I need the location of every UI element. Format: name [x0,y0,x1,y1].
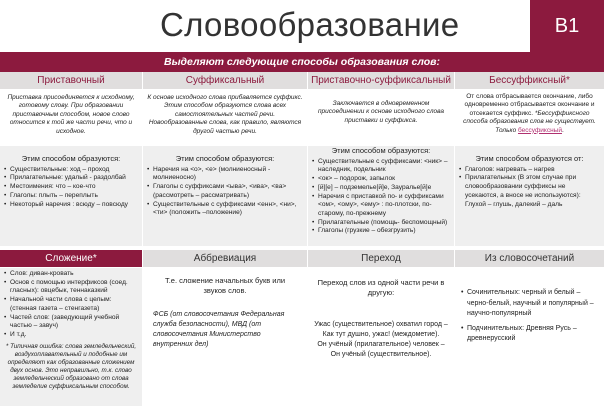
header-prefix-suffix: Приставочно-суффиксальный [308,72,455,89]
list-item: • Подчинительных: Древняя Русь – древнерусский [461,324,598,345]
list-item: • Прилагательные: удалый - раздолбай [4,174,138,183]
list-item: • Существительные: ход – проход [4,166,138,175]
fusion-cell [455,268,604,406]
examples-suffix [143,146,308,246]
list-item: • Существительные с суффиксами: <ник> –наследник, подельник [312,158,450,175]
header-compound: Сложение* [0,250,143,267]
list-item: • Некоторый наречия : всюду – повсюду [4,201,138,210]
list-item: • Прилагательные (помощь- беспомощный) [312,219,450,228]
header-fusion: Из словосочетаний [455,250,604,267]
list-item: • Существительные с суффиксами <енн>, <ни>, <ти> (положить –положение) [147,201,303,218]
list-item: • Сочинительных: черный и белый – черно-белый, научный и популярный – научно-популярный [461,288,598,320]
list-item: • Слов: диван-кровать [4,270,138,279]
transition-example-1: Ужас (существительное) охватил город – Как тут душно, ужас! (междометие). [314,321,448,339]
examples-no-suffix [455,146,604,246]
examples-prefix-suffix [308,146,455,246]
examples-prefix-suffix-title: Этим способом образуются: [331,146,431,155]
examples-no-suffix-title: Этим способом образуются от: [475,154,584,163]
desc-no-suffix: От слова отбрасывается окончание, либо одновременно отбрасывается окончание и отсекается суффикс. *Бессуффиксного способа образования слов не существует. Только бессуфиксный. [455,90,604,144]
header-suffix: Суффиксальный [143,72,308,89]
desc-no-suffix-link[interactable]: бессуфиксный [518,126,562,134]
desc-no-suffix-note: *Бессуффиксного способа образования слов не существует. Только [463,109,596,134]
desc-prefix-suffix: Заключается в одновременном присоединении к основе исходного слова приставки и суффикса. [308,90,455,144]
abbreviation-cell [143,268,308,406]
list-item: • Прилагательных (В этом случае при словообразовании суффиксы не усекаются, а вносе не используются): Глухой – глушь, далекий – даль [459,174,600,209]
abbreviation-examples: ФСБ (от словосочетания Федеральная служба безопасности), МВД (от словосочетания Министерство внутренних дел) [153,311,285,348]
list-item: • Наречия с приставкой по- и суффиксами <ом>, <ому>, <ему> : по-плотски, по-старому, по-прежнему [312,193,450,219]
list-item: • [й][е] – подземелье[й]е, Зауралье[й]е [312,184,450,193]
list-item: • Глаголы (грузкие – обезгрузить) [312,227,450,236]
compound-note: * Типичная ошибка: слова земледельческий, воздухоплавательный и подобные им определяют как образованные сложением двух основ. Это неправильно, т.к. слово земледельческий образовано от слова земледелие суффиксальным способом. [5,342,137,391]
list-item: • Начальной части слова с целым: (стенная газета – стенгазета) [4,296,138,313]
list-item: • Основ с помощью интерфиксов (соед. гласных): овцебык, теннаказкий [4,279,138,296]
examples-prefix-title: Этим способом образуются: [21,154,121,163]
list-item: • Глаголы с суффиксами <ыва>, <ива>, <ва> (рассмотреть – рассматривать) [147,183,303,200]
list-item: • И т.д. [4,331,138,340]
list-item: • Местоимения: что – кое-что [4,183,138,192]
transition-cell [308,268,455,406]
list-item: • Частей слов: (заведующий учебной частью – завуч) [4,314,138,331]
desc-prefix: Приставка присоединяется к исходному, готовому слову. При образовании приставочным способом, новое слово относится к той же части речи, что и исходное. [0,90,143,144]
header-no-suffix: Бессуффиксный* [455,72,604,89]
compound-cell [0,268,143,406]
page-title: Словообразование [160,6,460,43]
header-abbreviation: Аббревиация [143,250,308,267]
transition-example-2: Он учёный (прилагательное) человек – Он учёный (существительное). [317,340,445,358]
list-item: • <ок> – подорож, запылок [312,175,450,184]
list-item: • Глаголы: плыть – переплыть [4,192,138,201]
lead-banner: Выделяют следующие способы образования слов: [0,52,604,72]
list-item: • Глаголов: нагревать – нагрев [459,166,600,175]
abbreviation-text: Т.е. сложение начальных букв или звуков слов. [164,276,286,296]
examples-prefix [0,146,143,246]
header-transition: Переход [308,250,455,267]
desc-no-suffix-text: От слова отбрасывается окончание, либо одновременно отбрасывается окончание и отсекается суффикс. [464,93,595,117]
examples-suffix-title: Этим способом образуются: [175,154,275,163]
desc-suffix: К основе исходного слова прибавляется суффикс. Этим способом образуются слова всех самостоятельных частей речи. Новообразованные слова, как правило, являются другой частью речи. [143,90,308,144]
level-badge: В1 [530,0,604,52]
title-bar [0,0,604,52]
list-item: • Наречия на <о>, <е> (молниеносный - молниеносно) [147,166,303,183]
header-prefix: Приставочный [0,72,143,89]
transition-text: Переход слов из одной части речи в другую: [317,278,445,298]
